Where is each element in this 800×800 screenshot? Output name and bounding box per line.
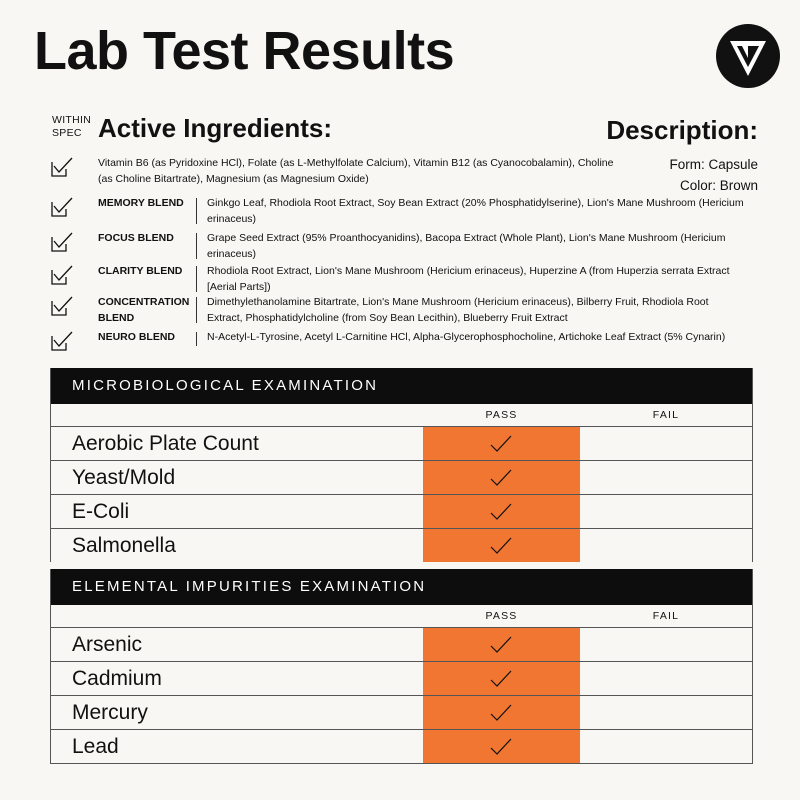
ingredient-divider bbox=[196, 297, 197, 323]
ingredient-divider bbox=[196, 332, 197, 346]
table-row bbox=[51, 494, 752, 528]
checkbox-checked-icon bbox=[50, 196, 74, 218]
fail-cell bbox=[580, 696, 752, 729]
test-label: Arsenic bbox=[72, 633, 143, 656]
column-headers bbox=[51, 605, 752, 627]
microbiological-heading: MICROBIOLOGICAL EXAMINATION bbox=[51, 368, 752, 404]
ingredient-name: CONCENTRATION BLEND bbox=[98, 296, 190, 324]
test-label: Salmonella bbox=[72, 534, 176, 557]
checkbox-checked-icon bbox=[50, 231, 74, 253]
ingredient-text: Rhodiola Root Extract, Lion's Mane Mushroom (Hericium erinaceus), Huperzine A (from Huperzia serrata Extract [Aerial Parts]) bbox=[207, 265, 730, 293]
within-spec-line-1: WITHIN bbox=[52, 114, 92, 126]
checkmark-icon bbox=[489, 635, 513, 655]
elemental-heading: ELEMENTAL IMPURITIES EXAMINATION bbox=[51, 569, 752, 605]
checkmark-icon bbox=[489, 703, 513, 723]
ingredient-text: Vitamin B6 (as Pyridoxine HCl), Folate (as L-Methylfolate Calcium), Vitamin B12 (as Cyanocobalamin), Choline (as Choline Bitartrate), Magnesium (as Magnesium Oxide) bbox=[98, 157, 614, 185]
microbiological-table bbox=[50, 368, 753, 562]
description-form: Form: Capsule bbox=[669, 157, 758, 172]
ingredients-heading: Active Ingredients: bbox=[98, 113, 333, 143]
fail-cell bbox=[580, 427, 752, 460]
brand-v-logo-icon bbox=[716, 24, 780, 88]
pass-column-header: PASS bbox=[485, 610, 518, 622]
brand-logo bbox=[716, 24, 780, 88]
pass-cell bbox=[423, 662, 580, 695]
checkmark-icon bbox=[489, 502, 513, 522]
checkmark-icon bbox=[489, 669, 513, 689]
ingredient-text: Dimethylethanolamine Bitartrate, Lion's Mane Mushroom (Hericium erinaceus), Bilberry Fruit, Rhodiola Root Extract, Phosphatidylcholine (from Soy Bean Lecithin), Blueberry Fruit Extract bbox=[207, 296, 709, 324]
pass-cell bbox=[423, 495, 580, 528]
checkbox-checked-icon bbox=[50, 264, 74, 286]
description-heading: Description: bbox=[606, 115, 758, 145]
fail-cell bbox=[580, 461, 752, 494]
elemental-table bbox=[50, 569, 753, 764]
pass-cell bbox=[423, 696, 580, 729]
ingredient-name: FOCUS BLEND bbox=[98, 232, 174, 244]
ingredient-divider bbox=[196, 266, 197, 292]
pass-cell bbox=[423, 730, 580, 763]
within-spec-label bbox=[52, 114, 91, 140]
ingredient-name: NEURO BLEND bbox=[98, 331, 176, 343]
checkbox-checked-icon bbox=[50, 295, 74, 317]
table-row bbox=[51, 729, 752, 763]
test-label: E-Coli bbox=[72, 500, 130, 523]
test-label: Lead bbox=[72, 735, 119, 758]
test-label: Mercury bbox=[72, 701, 148, 724]
ingredient-divider bbox=[196, 198, 197, 224]
checkmark-icon bbox=[489, 468, 513, 488]
column-headers bbox=[51, 404, 752, 426]
fail-cell bbox=[580, 730, 752, 763]
table-row bbox=[51, 661, 752, 695]
fail-cell bbox=[580, 495, 752, 528]
pass-column-header: PASS bbox=[485, 409, 518, 421]
test-label: Yeast/Mold bbox=[72, 466, 176, 489]
table-row bbox=[51, 460, 752, 494]
ingredient-divider bbox=[196, 233, 197, 259]
pass-cell bbox=[423, 529, 580, 562]
fail-cell bbox=[580, 529, 752, 562]
checkmark-icon bbox=[489, 536, 513, 556]
within-spec-line-2: SPEC bbox=[52, 127, 82, 139]
table-row bbox=[51, 426, 752, 460]
pass-cell bbox=[423, 427, 580, 460]
table-row bbox=[51, 627, 752, 661]
fail-cell bbox=[580, 628, 752, 661]
checkmark-icon bbox=[489, 434, 513, 454]
checkbox-checked-icon bbox=[50, 330, 74, 352]
checkmark-icon bbox=[489, 737, 513, 757]
ingredient-text: N-Acetyl-L-Tyrosine, Acetyl L-Carnitine HCl, Alpha-Glycerophosphocholine, Artichoke Leaf Extract (5% Cynarin) bbox=[207, 331, 726, 343]
ingredient-text: Ginkgo Leaf, Rhodiola Root Extract, Soy Bean Extract (20% Phosphatidylserine), Lion's Mane Mushroom (Hericium erinaceus) bbox=[207, 197, 744, 225]
fail-column-header: FAIL bbox=[652, 610, 680, 622]
table-row bbox=[51, 695, 752, 729]
test-label: Cadmium bbox=[72, 667, 162, 690]
checkbox-checked-icon bbox=[50, 156, 74, 178]
test-label: Aerobic Plate Count bbox=[72, 432, 259, 455]
table-row bbox=[51, 528, 752, 562]
fail-column-header: FAIL bbox=[652, 409, 680, 421]
page-title: Lab Test Results bbox=[34, 21, 455, 81]
description-color: Color: Brown bbox=[679, 178, 758, 193]
pass-cell bbox=[423, 628, 580, 661]
ingredient-text: Grape Seed Extract (95% Proanthocyanidins), Bacopa Extract (Whole Plant), Lion's Mane Mushroom (Hericium erinaceus) bbox=[207, 232, 726, 260]
pass-cell bbox=[423, 461, 580, 494]
fail-cell bbox=[580, 662, 752, 695]
ingredient-name: CLARITY BLEND bbox=[98, 265, 183, 277]
ingredient-name: MEMORY BLEND bbox=[98, 197, 184, 209]
